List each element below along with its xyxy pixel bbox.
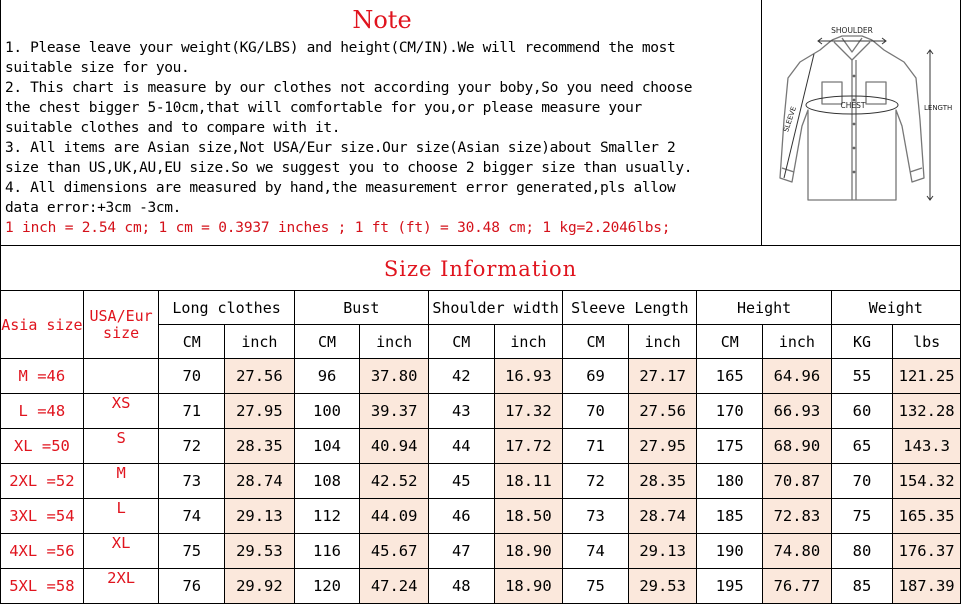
measurement-cell: 44 — [428, 429, 494, 464]
note-line: the chest bigger 5-10cm,that will comfortable for you,or please measure your — [5, 100, 642, 116]
usa-size-cell: M — [83, 464, 159, 499]
measurement-cell: 80 — [831, 534, 893, 569]
measurement-cell: 72 — [563, 464, 629, 499]
diagram-label-length: LENGTH — [924, 104, 953, 112]
asia-size-cell: 3XL =54 — [1, 499, 84, 534]
long-clothes-header: Long clothes — [159, 291, 294, 325]
measurement-cell: 143.3 — [893, 429, 961, 464]
table-row — [1, 534, 961, 569]
measurement-cell: 29.13 — [225, 499, 295, 534]
measurement-cell: 47.24 — [360, 569, 429, 604]
asia-size-cell: M =46 — [1, 359, 84, 394]
measurement-cell: 17.72 — [494, 429, 563, 464]
measurement-cell: 44.09 — [360, 499, 429, 534]
asia-size-cell: L =48 — [1, 394, 84, 429]
diagram-label-chest: CHEST — [840, 101, 866, 110]
measurement-cell: 46 — [428, 499, 494, 534]
measurement-cell: 108 — [294, 464, 360, 499]
measurement-cell: 18.90 — [494, 569, 563, 604]
measurement-cell: 18.50 — [494, 499, 563, 534]
measurement-cell: 27.17 — [628, 359, 697, 394]
measurement-cell: 165.35 — [893, 499, 961, 534]
measurement-cell: 45.67 — [360, 534, 429, 569]
measurement-cell: 116 — [294, 534, 360, 569]
measurement-cell: 72.83 — [763, 499, 832, 534]
measurement-cell: 96 — [294, 359, 360, 394]
asia-size-cell: 2XL =52 — [1, 464, 84, 499]
size-information-title: Size Information — [0, 246, 961, 290]
table-row — [1, 359, 961, 394]
unit-header: CM — [697, 325, 763, 359]
diagram-label-shoulder: SHOULDER — [831, 26, 873, 35]
measurement-cell: 74 — [159, 499, 225, 534]
table-row — [1, 569, 961, 604]
measurement-cell: 16.93 — [494, 359, 563, 394]
usa-size-cell — [83, 359, 159, 394]
usa-size-cell: S — [83, 429, 159, 464]
note-lines — [5, 38, 692, 238]
unit-header: inch — [763, 325, 832, 359]
measurement-cell: 180 — [697, 464, 763, 499]
note-line: suitable size for you. — [5, 60, 190, 76]
measurement-cell: 69 — [563, 359, 629, 394]
unit-header: inch — [628, 325, 697, 359]
measurement-cell: 37.80 — [360, 359, 429, 394]
measurement-cell: 104 — [294, 429, 360, 464]
measurement-cell: 120 — [294, 569, 360, 604]
measurement-cell: 55 — [831, 359, 893, 394]
measurement-cell: 48 — [428, 569, 494, 604]
measurement-cell: 70.87 — [763, 464, 832, 499]
size-table-body — [1, 359, 961, 604]
unit-header: inch — [494, 325, 563, 359]
measurement-cell: 64.96 — [763, 359, 832, 394]
measurement-cell: 132.28 — [893, 394, 961, 429]
measurement-cell: 45 — [428, 464, 494, 499]
table-row — [1, 499, 961, 534]
measurement-cell: 112 — [294, 499, 360, 534]
unit-header: inch — [225, 325, 295, 359]
measurement-cell: 121.25 — [893, 359, 961, 394]
measurement-cell: 68.90 — [763, 429, 832, 464]
measurement-cell: 43 — [428, 394, 494, 429]
note-line: data error:+3cm -3cm. — [5, 200, 181, 216]
note-section — [0, 0, 762, 246]
measurement-cell: 27.56 — [628, 394, 697, 429]
measurement-cell: 76.77 — [763, 569, 832, 604]
note-line: suitable clothes and to compare with it. — [5, 120, 341, 136]
measurement-cell: 42 — [428, 359, 494, 394]
measurement-cell: 28.35 — [628, 464, 697, 499]
measurement-cell: 27.95 — [225, 394, 295, 429]
usa-size-cell: XL — [83, 534, 159, 569]
measurement-cell: 154.32 — [893, 464, 961, 499]
unit-header: CM — [428, 325, 494, 359]
note-line: 3. All items are Asian size,Not USA/Eur size.Our size(Asian size)about Smaller 2 — [5, 140, 676, 156]
measurement-cell: 66.93 — [763, 394, 832, 429]
measurement-cell: 195 — [697, 569, 763, 604]
measurement-cell: 29.53 — [628, 569, 697, 604]
measurement-cell: 76 — [159, 569, 225, 604]
measurement-cell: 73 — [159, 464, 225, 499]
measurement-cell: 17.32 — [494, 394, 563, 429]
unit-header: CM — [159, 325, 225, 359]
measurement-cell: 27.56 — [225, 359, 295, 394]
table-row — [1, 394, 961, 429]
height-header: Height — [697, 291, 831, 325]
note-line: 4. All dimensions are measured by hand,the measurement error generated,pls allow — [5, 180, 676, 196]
asia-size-header: Asia size — [1, 291, 84, 359]
measurement-cell: 70 — [831, 464, 893, 499]
unit-header: CM — [294, 325, 360, 359]
measurement-cell: 28.35 — [225, 429, 295, 464]
shirt-measurement-diagram — [762, 0, 961, 246]
note-title: Note — [352, 6, 412, 34]
asia-size-cell: 4XL =56 — [1, 534, 84, 569]
measurement-cell: 175 — [697, 429, 763, 464]
measurement-cell: 187.39 — [893, 569, 961, 604]
note-line: 1. Please leave your weight(KG/LBS) and height(CM/IN).We will recommend the most — [5, 40, 676, 56]
measurement-cell: 176.37 — [893, 534, 961, 569]
usa-size-cell: XS — [83, 394, 159, 429]
table-header-row — [1, 291, 961, 325]
weight-header: Weight — [831, 291, 960, 325]
note-line: 2. This chart is measure by our clothes not according your boby,So you need choose — [5, 80, 693, 96]
measurement-cell: 75 — [563, 569, 629, 604]
measurement-cell: 74 — [563, 534, 629, 569]
unit-conversion-line: 1 inch = 2.54 cm; 1 cm = 0.3937 inches ; 1 ft (ft) = 30.48 cm; 1 kg=2.2046lbs; — [5, 220, 671, 236]
measurement-cell: 47 — [428, 534, 494, 569]
table-row — [1, 429, 961, 464]
measurement-cell: 70 — [159, 359, 225, 394]
size-table — [0, 290, 961, 604]
measurement-cell: 28.74 — [628, 499, 697, 534]
asia-size-cell: XL =50 — [1, 429, 84, 464]
measurement-cell: 29.53 — [225, 534, 295, 569]
measurement-cell: 42.52 — [360, 464, 429, 499]
sleeve-length-header: Sleeve Length — [563, 291, 697, 325]
measurement-cell: 100 — [294, 394, 360, 429]
unit-header: inch — [360, 325, 429, 359]
measurement-cell: 72 — [159, 429, 225, 464]
measurement-cell: 71 — [563, 429, 629, 464]
measurement-cell: 185 — [697, 499, 763, 534]
measurement-cell: 29.92 — [225, 569, 295, 604]
measurement-cell: 18.90 — [494, 534, 563, 569]
measurement-cell: 65 — [831, 429, 893, 464]
measurement-cell: 39.37 — [360, 394, 429, 429]
measurement-cell: 85 — [831, 569, 893, 604]
usa-size-cell: 2XL — [83, 569, 159, 604]
measurement-cell: 40.94 — [360, 429, 429, 464]
measurement-cell: 18.11 — [494, 464, 563, 499]
measurement-cell: 60 — [831, 394, 893, 429]
diagram-label-sleeve: SLEEVE — [782, 105, 798, 134]
table-row — [1, 464, 961, 499]
measurement-cell: 190 — [697, 534, 763, 569]
measurement-cell: 165 — [697, 359, 763, 394]
measurement-cell: 29.13 — [628, 534, 697, 569]
measurement-cell: 71 — [159, 394, 225, 429]
measurement-cell: 74.80 — [763, 534, 832, 569]
measurement-cell: 75 — [159, 534, 225, 569]
measurement-cell: 27.95 — [628, 429, 697, 464]
usa-eur-size-header: USA/Eur size — [83, 291, 159, 359]
shoulder-width-header: Shoulder width — [428, 291, 562, 325]
usa-size-cell: L — [83, 499, 159, 534]
bust-header: Bust — [294, 291, 428, 325]
measurement-cell: 75 — [831, 499, 893, 534]
unit-header: lbs — [893, 325, 961, 359]
asia-size-cell: 5XL =58 — [1, 569, 84, 604]
measurement-cell: 73 — [563, 499, 629, 534]
unit-header: KG — [831, 325, 893, 359]
shirt-icon — [762, 0, 961, 246]
measurement-cell: 70 — [563, 394, 629, 429]
measurement-cell: 170 — [697, 394, 763, 429]
measurement-cell: 28.74 — [225, 464, 295, 499]
note-line: size than US,UK,AU,EU size.So we suggest you to choose 2 bigger size than usually. — [5, 160, 693, 176]
unit-header: CM — [563, 325, 629, 359]
